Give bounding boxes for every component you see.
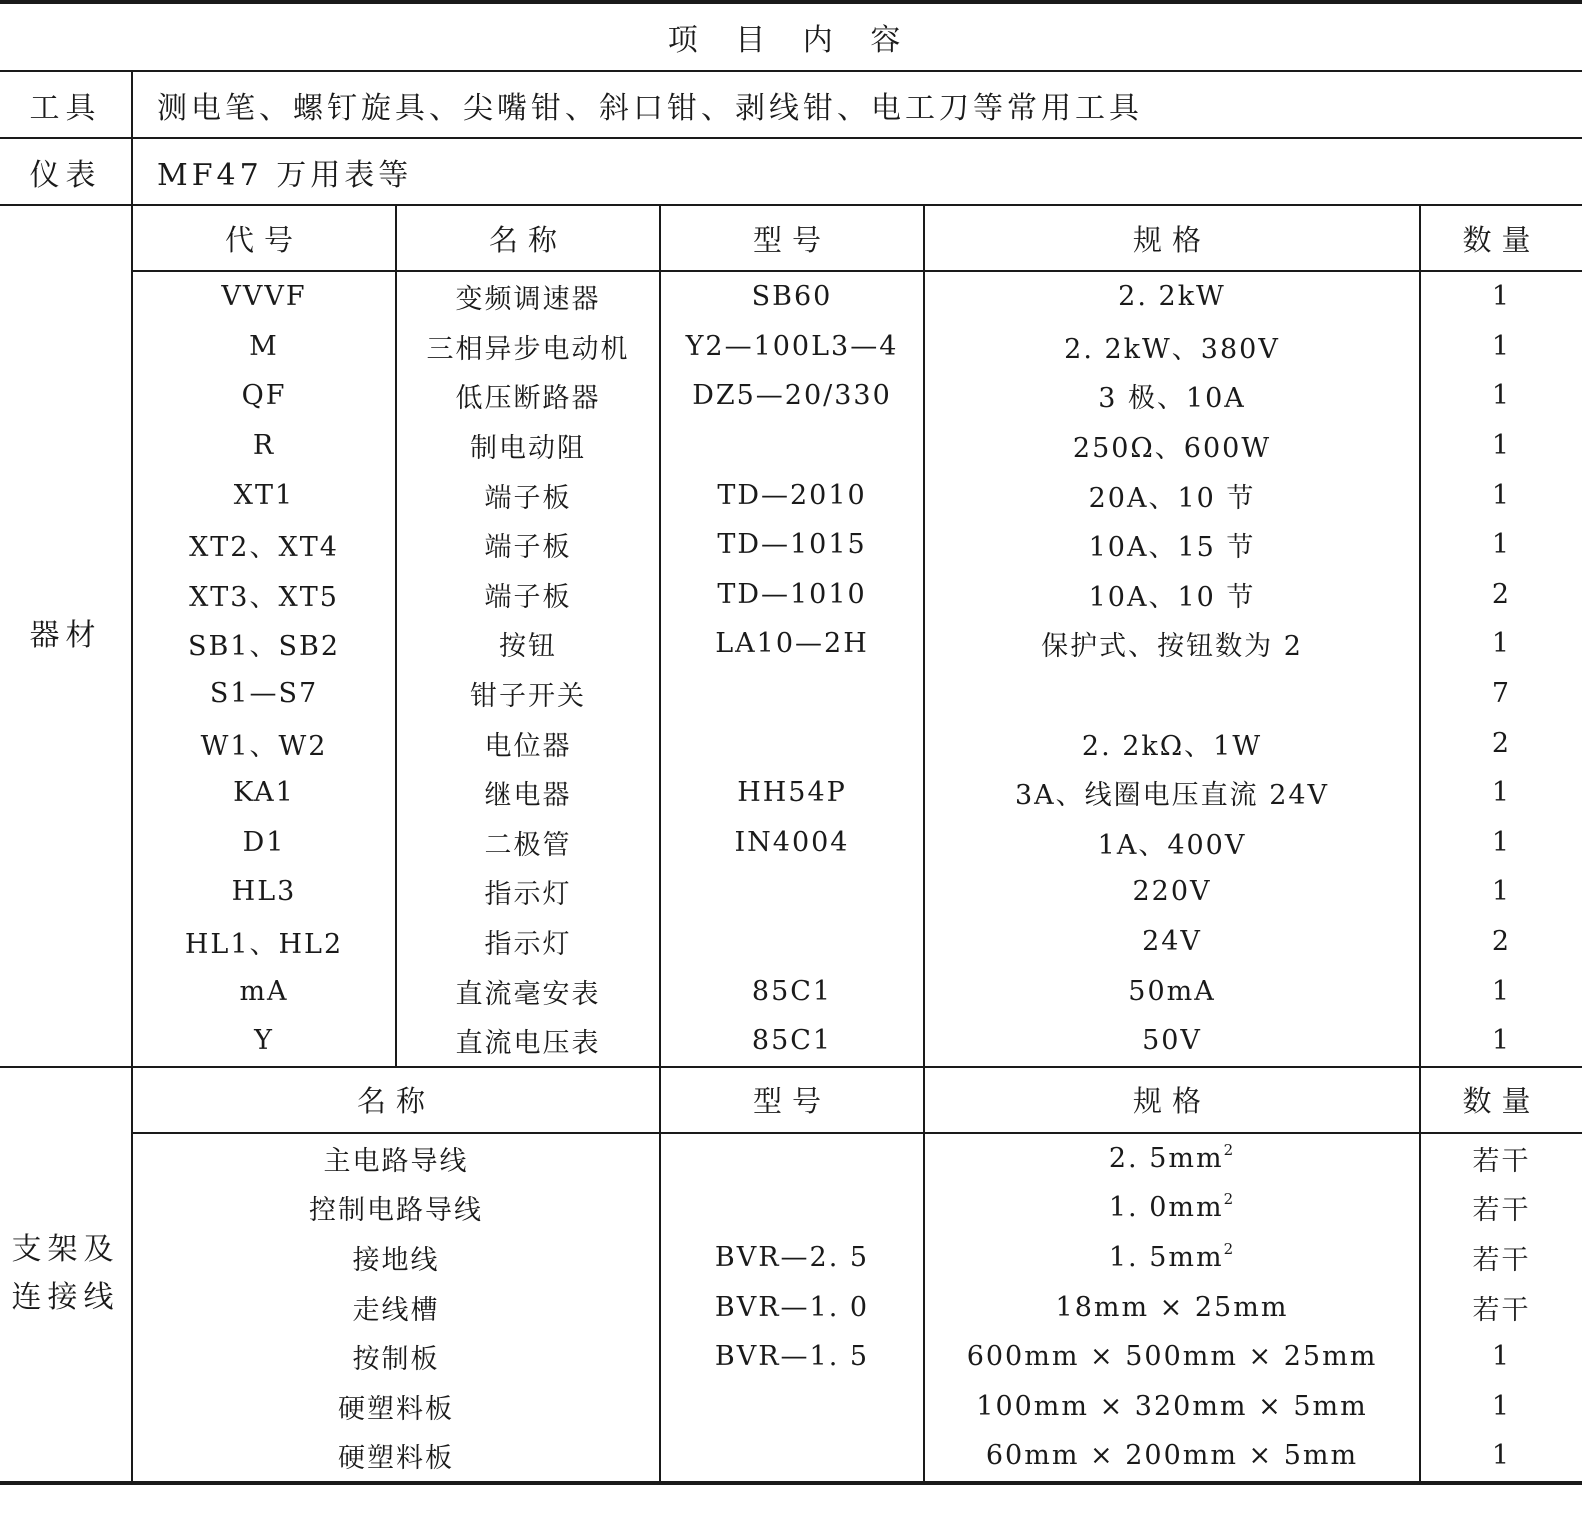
cell-model	[660, 1133, 924, 1184]
cell-spec	[924, 1381, 1420, 1431]
tools-value: 测电笔、螺钉旋具、尖嘴钳、斜口钳、剥线钳、电工刀等常用工具	[132, 71, 1582, 138]
cell-model: TD—1015	[660, 520, 924, 570]
cell-spec	[924, 1133, 1420, 1184]
cell-spec: 3 极、10A	[924, 371, 1420, 421]
cell-name: 电位器	[396, 718, 660, 768]
tools-row	[0, 71, 1582, 138]
cell-code: XT1	[132, 470, 396, 520]
tools-label: 工具	[0, 71, 132, 138]
cell-model: DZ5—20/330	[660, 371, 924, 421]
cell-code: VVVF	[132, 271, 396, 322]
cell-spec: 24V	[924, 917, 1420, 967]
cell-spec: 2. 2kΩ、1W	[924, 718, 1420, 768]
table-row	[0, 1381, 1582, 1431]
header-name: 名称	[396, 205, 660, 271]
table-row	[0, 421, 1582, 471]
cell-spec	[924, 1431, 1420, 1483]
cell-qty: 1	[1491, 479, 1512, 511]
cell-name: 继电器	[396, 768, 660, 818]
cell-model: IN4004	[660, 818, 924, 868]
cell-qty: 若干	[1472, 1145, 1531, 1177]
cell-spec	[924, 1183, 1420, 1233]
cell-spec: 250Ω、600W	[924, 421, 1420, 471]
cell-spec: 50mA	[924, 966, 1420, 1016]
cell-qty: 7	[1491, 678, 1512, 710]
cell-name: 主电路导线	[132, 1133, 660, 1184]
cell-model	[660, 1183, 924, 1233]
cell-name: 走线槽	[132, 1282, 660, 1332]
cell-qty: 2	[1491, 578, 1512, 610]
table-row	[0, 1183, 1582, 1233]
header-qty: 数量	[1420, 205, 1582, 271]
spec-superscript: 2	[1223, 1239, 1236, 1258]
meters-value: MF47 万用表等	[132, 138, 1582, 205]
cell-qty: 若干	[1472, 1294, 1531, 1326]
table-row	[0, 1016, 1582, 1067]
wiring-label-line2: 连接线	[11, 1280, 120, 1316]
cell-spec	[924, 669, 1420, 719]
cell-name: 硬塑料板	[132, 1381, 660, 1431]
cell-qty: 1	[1491, 826, 1512, 858]
cell-qty: 1	[1491, 777, 1512, 809]
cell-spec: 10A、10 节	[924, 570, 1420, 620]
table-row	[0, 271, 1582, 322]
cell-code: R	[132, 421, 396, 471]
table-row	[0, 966, 1582, 1016]
cell-name: 端子板	[396, 520, 660, 570]
cell-spec: 20A、10 节	[924, 470, 1420, 520]
cell-code: QF	[132, 371, 396, 421]
cell-name: 直流电压表	[396, 1016, 660, 1067]
wiring-section	[0, 1067, 1582, 1483]
cell-code: KA1	[132, 768, 396, 818]
cell-qty: 1	[1491, 975, 1512, 1007]
cell-model: 85C1	[660, 966, 924, 1016]
cell-model: LA10—2H	[660, 619, 924, 669]
wiring-header-row	[0, 1067, 1582, 1133]
cell-qty: 1	[1491, 1341, 1512, 1373]
cell-model: TD—1010	[660, 570, 924, 620]
equipment-header-row	[0, 205, 1582, 271]
cell-name: 二极管	[396, 818, 660, 868]
cell-spec: 3A、线圈电压直流 24V	[924, 768, 1420, 818]
cell-code: XT3、XT5	[132, 570, 396, 620]
cell-model: BVR—1. 5	[660, 1332, 924, 1382]
spec-text: 100mm × 320mm × 5mm	[976, 1390, 1368, 1422]
cell-name: 接地线	[132, 1233, 660, 1283]
table-row	[0, 669, 1582, 719]
wiring-header-qty: 数量	[1420, 1067, 1582, 1133]
cell-name: 钳子开关	[396, 669, 660, 719]
cell-code: SB1、SB2	[132, 619, 396, 669]
cell-qty: 2	[1491, 926, 1512, 958]
table-row	[0, 520, 1582, 570]
table-row	[0, 1282, 1582, 1332]
cell-qty: 1	[1491, 430, 1512, 462]
table-row	[0, 718, 1582, 768]
table-row	[0, 818, 1582, 868]
cell-name: 端子板	[396, 470, 660, 520]
cell-model: BVR—1. 0	[660, 1282, 924, 1332]
wiring-header-model: 型号	[660, 1067, 924, 1133]
cell-qty: 1	[1491, 380, 1512, 412]
cell-qty: 1	[1491, 876, 1512, 908]
table-row	[0, 470, 1582, 520]
cell-model: TD—2010	[660, 470, 924, 520]
table-row	[0, 1431, 1582, 1483]
header-spec: 规格	[924, 205, 1420, 271]
cell-name: 按制板	[132, 1332, 660, 1382]
cell-model: Y2—100L3—4	[660, 322, 924, 372]
spec-text: 60mm × 200mm × 5mm	[985, 1440, 1359, 1472]
cell-name: 直流毫安表	[396, 966, 660, 1016]
cell-model	[660, 1381, 924, 1431]
cell-model: HH54P	[660, 768, 924, 818]
cell-name: 指示灯	[396, 867, 660, 917]
table-row	[0, 570, 1582, 620]
cell-spec	[924, 1332, 1420, 1382]
cell-spec: 1A、400V	[924, 818, 1420, 868]
table-title: 项 目 内 容	[0, 2, 1582, 71]
wiring-header-spec: 规格	[924, 1067, 1420, 1133]
cell-qty: 1	[1420, 1016, 1582, 1067]
cell-model	[660, 718, 924, 768]
cell-code: HL1、HL2	[132, 917, 396, 967]
cell-qty: 1	[1491, 628, 1512, 660]
spec-text: 2. 5mm	[1108, 1142, 1224, 1174]
cell-code: HL3	[132, 867, 396, 917]
spec-superscript: 2	[1223, 1190, 1236, 1209]
cell-model	[660, 669, 924, 719]
wiring-label-line1: 支架及	[11, 1232, 120, 1268]
table-row	[0, 867, 1582, 917]
cell-spec: 2. 2kW	[924, 271, 1420, 322]
table-row	[0, 1332, 1582, 1382]
cell-code: mA	[132, 966, 396, 1016]
cell-qty: 1	[1491, 281, 1512, 313]
cell-spec: 50V	[924, 1016, 1420, 1067]
cell-model: 85C1	[660, 1016, 924, 1067]
cell-code: XT2、XT4	[132, 520, 396, 570]
cell-spec	[924, 1233, 1420, 1283]
equipment-section	[0, 205, 1582, 1067]
cell-spec: 保护式、按钮数为 2	[924, 619, 1420, 669]
spec-text: 600mm × 500mm × 25mm	[966, 1341, 1378, 1373]
cell-qty: 1	[1491, 1390, 1512, 1422]
spec-text: 1. 5mm	[1108, 1241, 1224, 1273]
cell-code: D1	[132, 818, 396, 868]
cell-qty: 1	[1491, 330, 1512, 362]
cell-qty: 1	[1491, 529, 1512, 561]
table-row	[0, 768, 1582, 818]
cell-model	[660, 1431, 924, 1483]
meters-label: 仪表	[0, 138, 132, 205]
cell-code: W1、W2	[132, 718, 396, 768]
cell-name: 变频调速器	[396, 271, 660, 322]
wiring-label	[0, 1067, 132, 1483]
meters-row	[0, 138, 1582, 205]
cell-spec: 2. 2kW、380V	[924, 322, 1420, 372]
cell-spec	[924, 1282, 1420, 1332]
cell-spec: 220V	[924, 867, 1420, 917]
table-row	[0, 1133, 1582, 1184]
cell-qty: 2	[1491, 727, 1512, 759]
table-row	[0, 371, 1582, 421]
spec-text: 1. 0mm	[1108, 1192, 1224, 1224]
cell-model	[660, 867, 924, 917]
cell-qty: 1	[1420, 1431, 1582, 1483]
cell-code: Y	[132, 1016, 396, 1067]
cell-name: 硬塑料板	[132, 1431, 660, 1483]
cell-model	[660, 917, 924, 967]
cell-code: S1—S7	[132, 669, 396, 719]
cell-name: 三相异步电动机	[396, 322, 660, 372]
header-code: 代号	[132, 205, 396, 271]
table-row	[0, 322, 1582, 372]
cell-name: 低压断路器	[396, 371, 660, 421]
wiring-header-name: 名称	[132, 1067, 660, 1133]
cell-name: 按钮	[396, 619, 660, 669]
equipment-label: 器材	[0, 205, 132, 1067]
cell-name: 指示灯	[396, 917, 660, 967]
cell-name: 端子板	[396, 570, 660, 620]
cell-qty: 若干	[1472, 1195, 1531, 1227]
cell-model: BVR—2. 5	[660, 1233, 924, 1283]
cell-model: SB60	[660, 271, 924, 322]
header-model: 型号	[660, 205, 924, 271]
cell-code: M	[132, 322, 396, 372]
spec-superscript: 2	[1223, 1140, 1236, 1159]
spec-text: 18mm × 25mm	[1055, 1291, 1289, 1323]
table-row	[0, 619, 1582, 669]
cell-spec: 10A、15 节	[924, 520, 1420, 570]
cell-qty: 若干	[1472, 1244, 1531, 1276]
cell-name: 控制电路导线	[132, 1183, 660, 1233]
table-row	[0, 917, 1582, 967]
cell-name: 制电动阻	[396, 421, 660, 471]
table-row	[0, 1233, 1582, 1283]
cell-model	[660, 421, 924, 471]
